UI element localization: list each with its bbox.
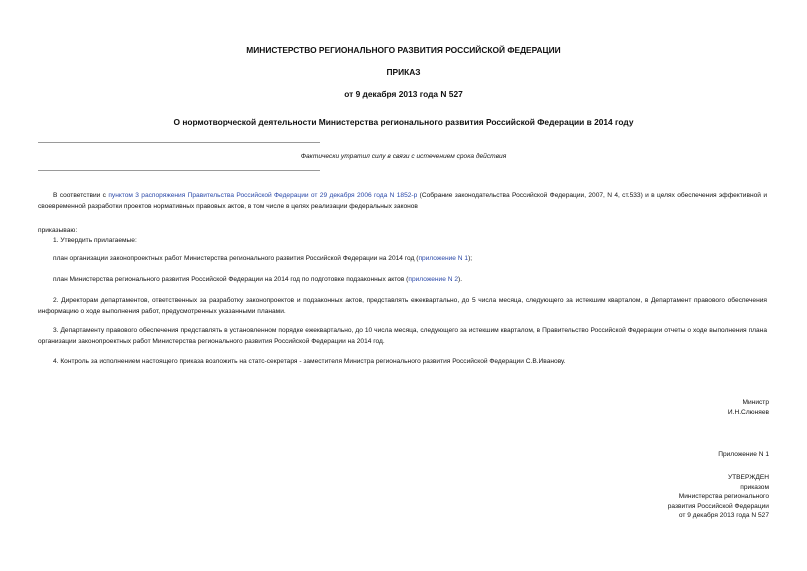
top-divider	[38, 142, 320, 143]
appendix-1-link[interactable]: приложение N 1	[418, 255, 469, 262]
appendix-label: Приложение N 1	[718, 451, 769, 458]
item-4: 4. Контроль за исполнением настоящего приказа возложить на статс-секретаря - заместителя Министра регионального развития Российской Федерации С.В.Иванову.	[53, 358, 566, 365]
plan-2-suffix: ).	[458, 276, 463, 283]
preamble-link[interactable]: пунктом 3 распоряжения Правительства Российской Федерации от 29 декабря 2006 года N 1852-р	[108, 192, 418, 199]
preamble-prefix: В соответствии с	[53, 192, 109, 199]
approval-block	[668, 473, 769, 521]
signature-block	[728, 398, 769, 417]
plan-1-suffix: );	[468, 255, 473, 262]
plan-1-paragraph	[53, 254, 472, 265]
approval-line-2: развития Российской Федерации	[667, 502, 769, 510]
approval-line-1: Министерства регионального	[678, 493, 769, 501]
plan-2-text: план Министерства регионального развития Российской Федерации на 2014 год по подготовке подзаконных актов (	[53, 276, 409, 283]
item-3: 3. Департаменту правового обеспечения представлять в установленном порядке ежеквартально, до 10 числа месяца, следующего за истекшим кварталом, в Правительство Российской Федерации отчеты о ходе выполнения плана организации законопроектных работ Министерства регионального развития Российской Федерации на 2014 год.	[38, 327, 767, 345]
preamble-suffix: (Собрание законодательства Российской Федерации, 2007, N 4, ст.533) и в целях обеспечения эффективной и своевременной разработки проектов нормативных правовых актов, в том числе в целях реализации федеральных законов	[38, 192, 767, 210]
plan-2-paragraph	[53, 275, 462, 286]
approved-word: УТВЕРЖДЕН	[727, 474, 769, 481]
appendix-2-link[interactable]: приложение N 2	[408, 276, 458, 283]
status-note: Фактически утратил силу в связи с истечением срока действия	[300, 153, 507, 160]
document-type: ПРИКАЗ	[386, 67, 421, 77]
approved-by-order: приказом	[740, 483, 769, 491]
plan-1-text: план организации законопроектных работ Министерства регионального развития Российской Федерации на 2014 год (	[53, 255, 419, 262]
bottom-divider	[38, 170, 320, 171]
item-1: 1. Утвердить прилагаемые:	[53, 237, 137, 244]
approval-line-3: от 9 декабря 2013 года N 527	[678, 512, 769, 520]
signature-position: Министр	[742, 399, 769, 406]
signature-name: И.Н.Слюняев	[727, 408, 769, 416]
ministry-heading: МИНИСТЕРСТВО РЕГИОНАЛЬНОГО РАЗВИТИЯ РОССИЙСКОЙ ФЕДЕРАЦИИ	[246, 45, 561, 55]
item-2: 2. Директорам департаментов, ответственных за разработку законопроектов и подзаконных актов, представлять ежеквартально, до 5 числа месяца, следующего за истекшим кварталом, в Департамент правового обеспечения информацию о ходе выполнения работ, предусмотренных указанными планами.	[38, 297, 767, 315]
preamble-paragraph	[38, 191, 767, 212]
document-date-number: от 9 декабря 2013 года N 527	[344, 89, 463, 99]
order-word: приказываю:	[38, 227, 78, 234]
document-title: О нормотворческой деятельности Министерства регионального развития Российской Федерации в 2014 году	[173, 117, 634, 127]
